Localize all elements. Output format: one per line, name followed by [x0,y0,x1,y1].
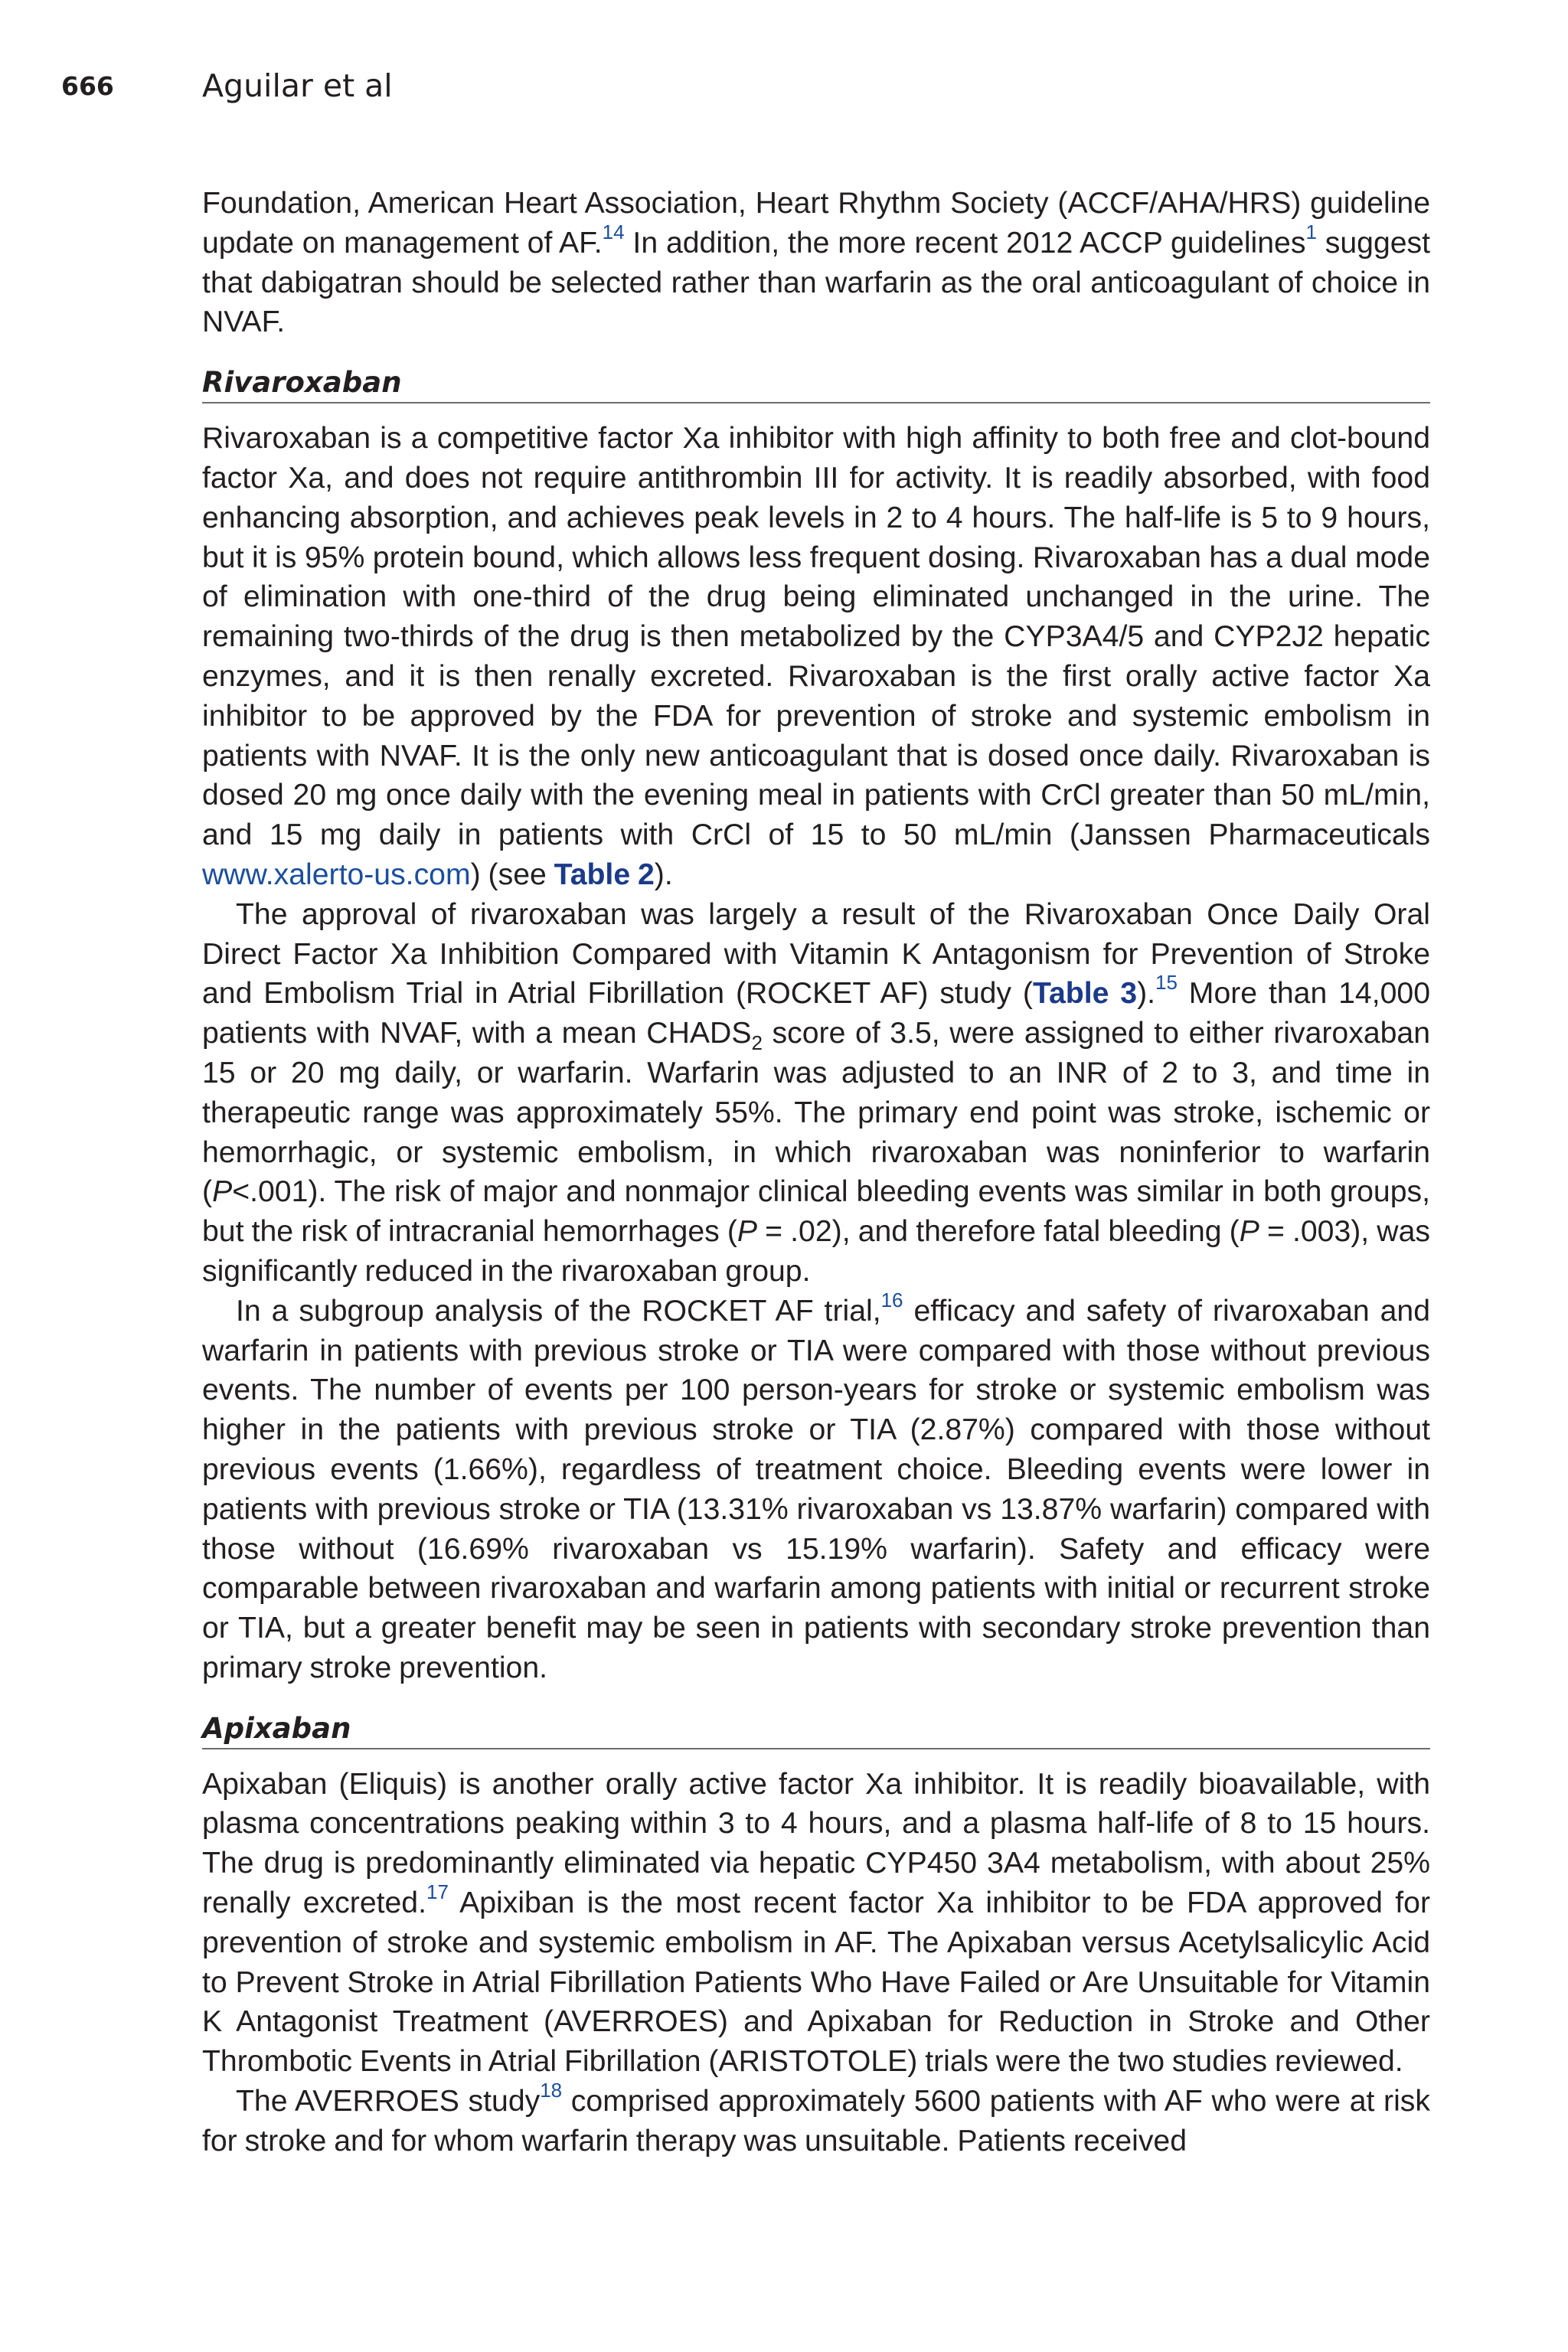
paragraph-apixaban-1 [202,1765,1430,2082]
paragraph-continuation [202,184,1430,342]
paragraph-rivaroxaban-1 [202,419,1430,895]
text: In a subgroup analysis of the ROCKET AF trial, [236,1294,881,1328]
p-value-symbol: P [1239,1215,1259,1249]
reference-17[interactable]: 17 [426,1880,449,1904]
reference-18[interactable]: 18 [540,2079,563,2102]
reference-16[interactable]: 16 [880,1288,903,1312]
text: The approval of rivaroxaban was largely a result of the Rivaroxaban Once Daily Oral Direct Factor Xa Inhibition Compared with Vitamin K Antagonism for Prevention of Stroke and Embolism Trial in Atrial Fibrillation (ROCKET AF) study ( [202,897,1430,1011]
text: Rivaroxaban is a competitive factor Xa inhibitor with high affinity to both free and clot-bound factor Xa, and does not require antithrombin III for activity. It is readily absorbed, with food enhancing absorption, and achieves peak levels in 2 to 4 hours. The half-life is 5 to 9 hours, but it is 95% protein bound, which allows less frequent dosing. Rivaroxaban has a dual mode of elimination with one-third of the drug being eliminated unchanged in the urine. The remaining two-thirds of the drug is then metabolized by the CYP3A4/5 and CYP2J2 hepatic enzymes, and it is then renally excreted. Rivaroxaban is the first orally active factor Xa inhibitor to be approved by the FDA for prevention of stroke and systemic embolism in patients with NVAF. It is the only new anticoagulant that is dosed once daily. Rivaroxaban is dosed 20 mg once daily with the evening meal in patients with CrCl greater than 50 mL/min, and 15 mg daily in patients with CrCl of 15 to 50 mL/min (Janssen Pharmaceuticals [202,422,1430,852]
text: ). [654,858,673,891]
p-value-symbol: P [737,1215,758,1249]
text: comprised approximately 5600 patients with AF who were at risk for stroke and for whom warfarin therapy was unsuitable. Patients received [202,2085,1430,2158]
paragraph-apixaban-2 [202,2079,1430,2161]
table-3-link[interactable]: Table 3 [1032,977,1138,1011]
text: Foundation, American Heart Association, Heart Rhythm Society (ACCF/AHA/HRS) guideline update on management of AF. [202,187,1430,260]
subscript-2: 2 [751,1031,763,1054]
text: Apixaban (Eliquis) is another orally active factor Xa inhibitor. It is readily bioavailable, with plasma concentrations peaking within 3 to 4 hours, and a plasma half-life of 8 to 15 hours. The drug is predominantly eliminated via hepatic CYP450 3A4 metabolism, with about 25% renally excreted. [202,1767,1430,1920]
text: <.001). The risk of major and nonmajor clinical bleeding events was similar in both groups, but the risk of intracranial hemorrhages ( [202,1175,1430,1249]
running-title: Aguilar et al [202,67,393,104]
text: ) (see [470,858,554,891]
text: ). [1137,977,1155,1011]
paragraph-rivaroxaban-2 [202,895,1430,1292]
page-number: 666 [61,70,114,101]
text: efficacy and safety of rivaroxaban and warfarin in patients with previous stroke or TIA were compared with those without previous events. The number of events per 100 person-years for stroke or systemic embolism was higher in the patients with previous stroke or TIA (2.87%) compared with those without previous events (1.66%), regardless of treatment choice. Bleeding events were lower in patients with previous stroke or TIA (13.31% rivaroxaban vs 13.87% warfarin) compared with those without (16.69% rivaroxaban vs 15.19% warfarin). Safety and efficacy were comparable between rivaroxaban and warfarin among patients with initial or recurrent stroke or TIA, but a greater benefit may be seen in patients with secondary stroke prevention than primary stroke prevention. [202,1294,1430,1684]
text: Apixiban is the most recent factor Xa inhibitor to be FDA approved for prevention of stroke and systemic embolism in AF. The Apixaban versus Acetylsalicylic Acid to Prevent Stroke in Atrial Fibrillation Patients Who Have Failed or Are Unsuitable for Vitamin K Antagonist Treatment (AVERROES) and Apixaban for Reduction in Stroke and Other Thrombotic Events in Atrial Fibrillation (ARISTOTOLE) trials were the two studies reviewed. [202,1886,1430,2079]
text: suggest that dabigatran should be selected rather than warfarin as the oral anticoagulant of choice in NVAF. [202,226,1431,339]
section-heading-rivaroxaban: Rivaroxaban [202,365,1430,403]
reference-14[interactable]: 14 [602,220,625,243]
text: = .02), and therefore fatal bleeding ( [757,1215,1240,1249]
article-body [202,184,1430,2161]
text: More than 14,000 patients with NVAF, with a mean CHADS [202,977,1430,1050]
table-2-link[interactable]: Table 2 [554,858,655,891]
text: = .003), was significantly reduced in the rivaroxaban group. [202,1215,1430,1288]
xarelto-link[interactable]: www.xalerto-us.com [202,858,471,891]
text: score of 3.5, were assigned to either rivaroxaban 15 or 20 mg daily, or warfarin. Warfarin was adjusted to an INR of 2 to 3, and time in therapeutic range was approximately 55%. The primary end point was stroke, ischemic or hemorrhagic, or systemic embolism, in which rivaroxaban was noninferior to warfarin ( [202,1017,1430,1209]
reference-1[interactable]: 1 [1305,220,1317,243]
section-heading-apixaban: Apixaban [202,1711,1430,1749]
text: In addition, the more recent 2012 ACCP guidelines [624,226,1306,260]
paragraph-rivaroxaban-3 [202,1288,1430,1688]
running-head [61,64,393,107]
reference-15[interactable]: 15 [1155,971,1178,995]
p-value-symbol: P [212,1175,233,1209]
text: The AVERROES study [236,2085,541,2118]
